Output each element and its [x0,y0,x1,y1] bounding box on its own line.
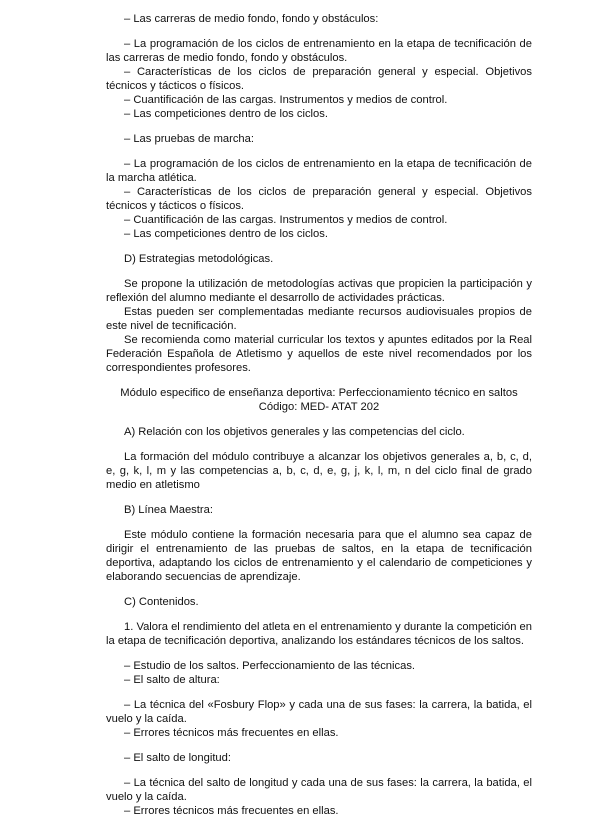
list-item: – Las competiciones dentro de los ciclos. [124,108,328,120]
list-item: – Características de los ciclos de preparación general y especial. Objetivos técnicos y tácticos o físicos. [106,186,532,212]
list-item: – Las carreras de medio fondo, fondo y obstáculos: [124,13,379,25]
list-item: – La técnica del salto de longitud y cada una de sus fases: la carrera, la batida, el vuelo y la caída. [106,777,532,803]
list-item: – Errores técnicos más frecuentes en ellas. [124,727,339,739]
paragraph: Este módulo contiene la formación necesaria para que el alumno sea capaz de dirigir el entrenamiento de las pruebas de saltos, en la etapa de tecnificación deportiva, adaptando los ciclos de entrenamiento y el calendario de competiciones y elaborando secuencias de aprendizaje. [106,529,532,583]
list-item: – Características de los ciclos de preparación general y especial. Objetivos técnicos y tácticos o físicos. [106,66,532,92]
list-item: – La técnica del «Fosbury Flop» y cada una de sus fases: la carrera, la batida, el vuelo y la caída. [106,699,532,725]
section-heading: C) Contenidos. [124,596,199,608]
list-item: – Las competiciones dentro de los ciclos. [124,228,328,240]
list-item: – Las pruebas de marcha: [124,133,254,145]
paragraph: 1. Valora el rendimiento del atleta en el entrenamiento y durante la competición en la etapa de tecnificación deportiva, analizando los estándares técnicos de los saltos. [106,621,532,647]
paragraph: Se propone la utilización de metodologías activas que propicien la participación y reflexión del alumno mediante el desarrollo de actividades prácticas. [106,278,532,304]
module-code: Código: MED- ATAT 202 [258,401,380,413]
paragraph: La formación del módulo contribuye a alcanzar los objetivos generales a, b, c, d, e, g, k, l, m y las competencias a, b, c, d, e, g, j, k, l, m, n del ciclo final de grado medio en atletismo [106,451,532,491]
list-item: – La programación de los ciclos de entrenamiento en la etapa de tecnificación de las carreras de medio fondo, fondo y obstáculos. [106,38,532,64]
list-item: – El salto de altura: [124,674,220,686]
paragraph: Estas pueden ser complementadas mediante recursos audiovisuales propios de este nivel de tecnificación. [106,306,532,332]
paragraph: Se recomienda como material curricular los textos y apuntes editados por la Real Federación Española de Atletismo y aquellos de este nivel recomendados por los correspondientes profesores. [106,334,532,374]
section-heading: A) Relación con los objetivos generales y las competencias del ciclo. [124,426,465,438]
document-page [106,12,532,818]
list-item: – El salto de longitud: [124,752,231,764]
list-item: – Estudio de los saltos. Perfeccionamiento de las técnicas. [124,660,416,672]
list-item: – Errores técnicos más frecuentes en ellas. [124,805,339,817]
section-heading: D) Estrategias metodológicas. [124,253,274,265]
list-item: – Cuantificación de las cargas. Instrumentos y medios de control. [124,214,448,226]
module-title: Módulo especifico de enseñanza deportiva: Perfeccionamiento técnico en saltos [120,387,518,399]
list-item: – Cuantificación de las cargas. Instrumentos y medios de control. [124,94,448,106]
list-item: – La programación de los ciclos de entrenamiento en la etapa de tecnificación de la marcha atlética. [106,158,532,184]
section-heading: B) Línea Maestra: [124,504,213,516]
